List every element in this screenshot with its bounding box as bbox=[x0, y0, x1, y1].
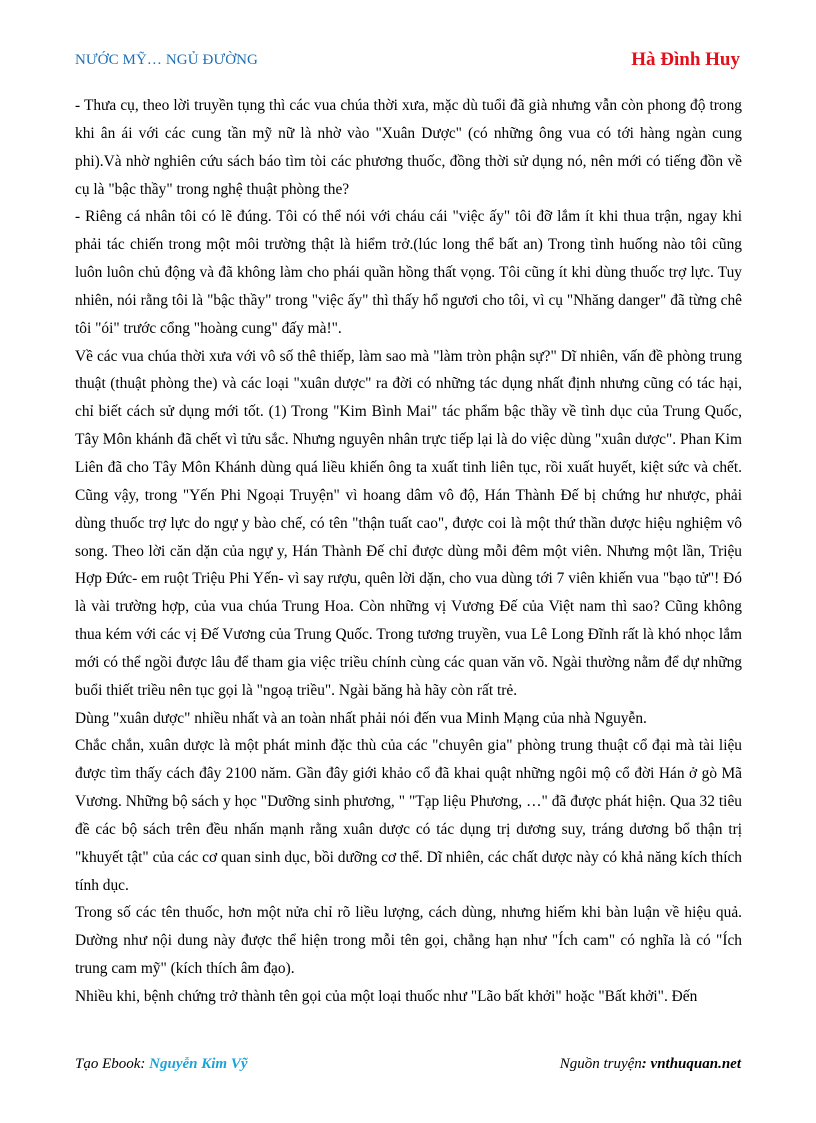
body-text bbox=[75, 92, 742, 1011]
paragraph: - Thưa cụ, theo lời truyền tụng thì các vua chúa thời xưa, mặc dù tuổi đã già nhưng vẫn còn phong độ trong khi ân ái với các cung tần mỹ nữ là nhờ vào "Xuân Dược" (có những ông vua có tới hàng ngàn cung phi).Và nhờ nghiên cứu sách báo tìm tòi các phương thuốc, đồng thời sử dụng nó, nên mới có tiếng đồn về cụ là "bậc thầy" trong nghệ thuật phòng the? bbox=[75, 97, 742, 198]
footer-ebook-credit bbox=[75, 1056, 248, 1073]
paragraph: Chắc chắn, xuân dược là một phát minh đặc thù của các "chuyên gia" phòng trung thuật cổ đại mà tài liệu được tìm thấy cách đây 2100 năm. Gần đây giới khảo cổ đã khai quật những ngôi mộ cổ đời Hán ở gò Mã Vương. Những bộ sách y học "Dưỡng sinh phương, " "Tạp liệu Phương, …" đã được phát hiện. Qua 32 tiêu đề các bộ sách trên đều nhấn mạnh rằng xuân dược có tác dụng trị dương suy, tráng dương bổ thận trị "khuyết tật" của các cơ quan sinh dục, bồi dưỡng cơ thể. Dĩ nhiên, các chất dược này có khả năng kích thích tính dục. bbox=[75, 737, 742, 894]
header-author: Hà Đình Huy bbox=[631, 49, 740, 70]
paragraph: Trong số các tên thuốc, hơn một nửa chỉ rõ liều lượng, cách dùng, nhưng hiếm khi bàn luận về hiệu quả. Dường như nội dung này được thể hiện trong mỗi tên gọi, chẳng hạn như "Ích cam" có nghĩa là có "Ích trung cam mỹ" (kích thích âm đạo). bbox=[75, 904, 742, 978]
paragraph: Dùng "xuân dược" nhiều nhất và an toàn nhất phải nói đến vua Minh Mạng của nhà Nguyễn. bbox=[75, 709, 647, 727]
footer-ebook-separator: : bbox=[140, 1056, 150, 1072]
paragraph: Nhiều khi, bệnh chứng trở thành tên gọi của một loại thuốc như "Lão bất khởi" hoặc "Bất khởi". Đến bbox=[75, 988, 698, 1005]
paragraph: - Riêng cá nhân tôi có lẽ đúng. Tôi có thể nói với cháu cái "việc ấy" tôi đỡ lắm ít khi thua trận, ngay khi phải tác chiến trong một môi trường thật là hiểm trở.(lúc long thể bất an) Trong tình huống nào tôi cũng luôn luôn chủ động và đã không làm cho phái quần hồng thất vọng. Tôi cũng ít khi dùng thuốc trợ lực. Tuy nhiên, nói rằng tôi là "bậc thầy" trong "việc ấy" thì thấy hổ ngươi cho tôi, vì cụ "Nhăng danger" đã từng chê tôi "ói" trước cổng "hoàng cung" đấy mà!". bbox=[75, 208, 742, 337]
header-title: NƯỚC MỸ… NGỦ ĐƯỜNG bbox=[75, 52, 258, 68]
footer-source-separator: : bbox=[641, 1056, 651, 1072]
footer-source-site[interactable]: vnthuquan.net bbox=[650, 1056, 741, 1072]
footer-source-credit bbox=[560, 1056, 741, 1073]
footer-source-label: Nguồn truyện bbox=[559, 1056, 642, 1072]
footer-ebook-name: Nguyễn Kim Vỹ bbox=[149, 1056, 248, 1072]
paragraph: Về các vua chúa thời xưa với vô số thê thiếp, làm sao mà "làm tròn phận sự?" Dĩ nhiên, vấn đề phòng trung thuật (thuật phòng the) và các loại "xuân dược" ra đời có những tác dụng nhất định nhưng cũng có tác hại, chỉ biết cách sử dụng mới tốt. (1) Trong "Kim Bình Mai" tác phẩm bậc thầy về tình dục của Trung Quốc, Tây Môn khánh đã chết vì tửu sắc. Nhưng nguyên nhân trực tiếp lại là do việc dùng "xuân dược". Phan Kim Liên đã cho Tây Môn Khánh dùng quá liều khiến ông ta xuất tinh liên tục, rồi xuất huyết, kiệt sức và chết. Cũng vậy, trong "Yến Phi Ngoại Truyện" vì hoang dâm vô độ, Hán Thành Đế bị chứng hư nhược, phải dùng thuốc trợ lực do ngự y bào chế, có tên "thận tuất cao", được coi là một thứ thần dược hiệu nghiệm vô song. Theo lời căn dặn của ngự y, Hán Thành Đế chỉ được dùng mỗi đêm một viên. Nhưng một lần, Triệu Hợp Đức- em ruột Triệu Phi Yến- vì say rượu, quên lời dặn, cho vua dùng tới 7 viên khiến vua "bạo tử"! Đó là vài trường hợp, của vua chúa Trung Hoa. Còn những vị Vương Đế của Việt nam thì sao? Cũng không thua kém với các vị Đế Vương của Trung Quốc. Trong tương truyền, vua Lê Long Đĩnh rất là khó nhọc lắm mới có thể ngồi được lâu để tham gia việc triều chính cùng các quan văn võ. Ngài thường nằm để dự những buổi thiết triều nên tục gọi là "ngoạ triều". Ngài băng hà hãy còn rất trẻ. bbox=[75, 347, 742, 699]
footer-ebook-label: Tạo Ebook bbox=[75, 1056, 141, 1072]
